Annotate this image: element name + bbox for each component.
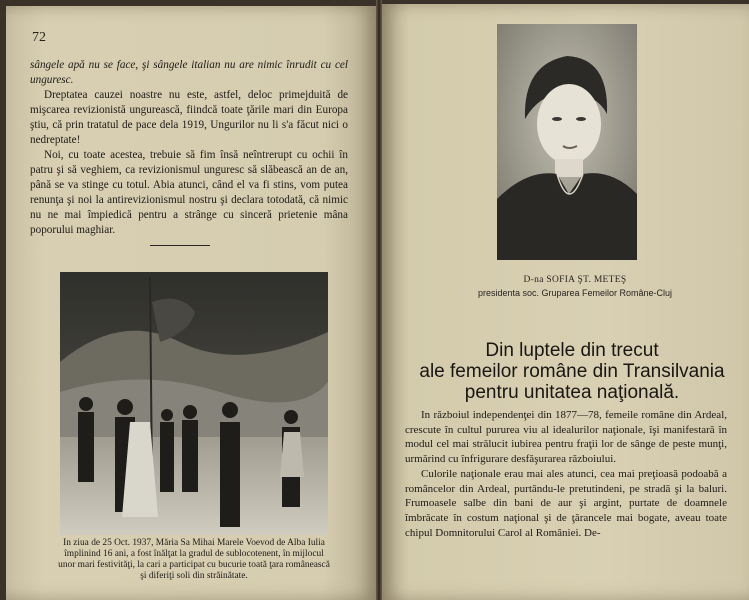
right-paragraph: In războiul independenţei din 1877—78, femeile române din Ardeal, crescute în cultul pururea viu al idealurilor naţionale, îşi manifestară în modul cel mai strălucit iubirea pentru fraţii lor de sânge de peste munţi, urmărind cu înfrigurare desfăşurarea războiului. <box>405 409 727 466</box>
portrait-caption-role: presidenta soc. Gruparea Femeilor Române-Cluj <box>477 288 673 298</box>
left-paragraph-text: sângele apă nu se face, şi sângele italian nu are nimic înrudit cu cel unguresc. <box>30 59 348 86</box>
heading-line: ale femeilor române din Transilvania <box>419 361 725 382</box>
left-paragraph: Dreptatea cauzei noastre nu este, astfel, deloc primejduită de mişcarea revizionistă ungurească, fiindcă toate ţările mari din Europa ştiu, că prin tratatul de pace dela 1919, Ungurilor nu li s'a făcut nici o nedreptate! <box>30 89 348 146</box>
photo-caption: In ziua de 25 Oct. 1937, Măria Sa Mihai Marele Voevod de Alba Iulia împlinind 16 ani, a fost înălţat la gradul de sublocotenent, în mijlocul unor mari festivităţi, la cari a participat cu bucurie toată ţara românească şi diferiţi soli din străinătate. <box>58 538 330 581</box>
article-heading <box>412 340 732 403</box>
page-number: 72 <box>32 30 46 45</box>
portrait-image <box>497 24 637 260</box>
left-paragraph: Noi, cu toate acestea, trebuie să fim însă neîntrerupt cu ochii în patru şi să veghiem, ca revizionismul unguresc să slăbească an de an, până se va stinge cu totul. Abia atunci, când el va fi stins, vom putea renunţa şi noi la antirevizionismul nostru şi declara totodată, că nimic nu ne mai împiedică pentru a strânge cu sinceră prietenie mâna poporului maghiar. <box>30 149 348 236</box>
portrait-caption <box>455 275 695 298</box>
heading-line: Din luptele din trecut <box>485 340 659 361</box>
heading-line: pentru unitatea naţională. <box>464 382 680 403</box>
left-body-text <box>30 58 348 238</box>
portrait-caption-name: D-na SOFIA ŞT. METEŞ <box>523 275 627 285</box>
ceremony-photo-image <box>60 272 328 535</box>
right-paragraph: Culorile naţionale erau mai ales atunci, cea mai preţioasă podoabă a româncelor din Ardeal, purtându-le pretutindeni, pe stradă şi la baluri. Frumoasele salbe din bani de aur şi argint, purtate de doamnele îmbrăcate în costum naţional şi de ţărancele mai bogate, aveau toate chipul Domnitorului Carol al României. De- <box>405 467 727 539</box>
left-paragraph <box>30 58 348 88</box>
right-body-text <box>405 408 727 540</box>
ceremony-photo <box>60 272 328 535</box>
book-gutter <box>376 0 382 600</box>
portrait-photo <box>497 24 637 260</box>
section-separator <box>150 245 210 246</box>
